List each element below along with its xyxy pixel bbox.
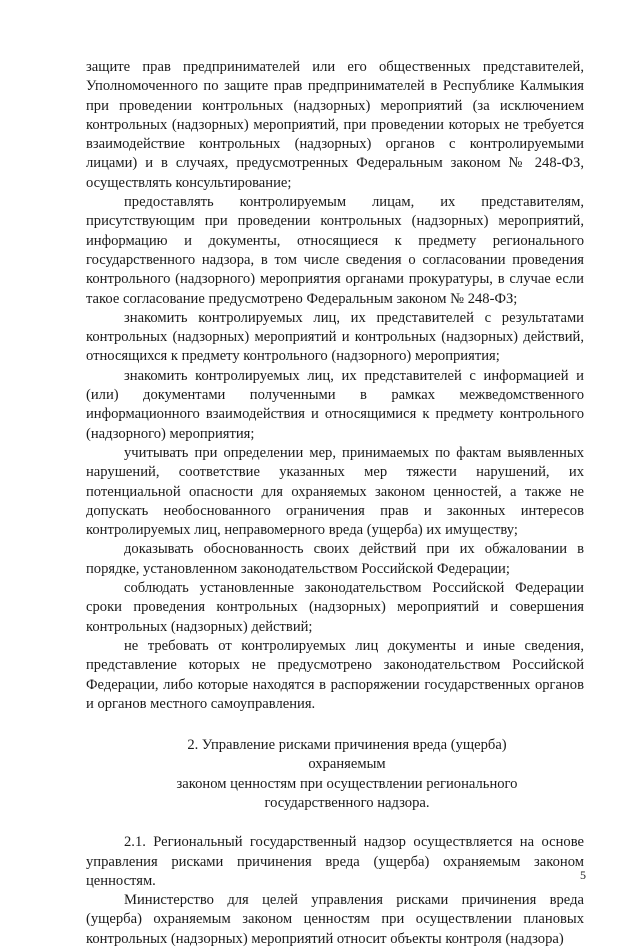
- paragraph-no-extra-documents: не требовать от контролируемых лиц документы и иные сведения, представление которых не предусмотрено законодательством Российской Федерации, либо которые находятся в распоряжении государственных органов и органов местного самоуправления.: [86, 637, 584, 712]
- section-heading-line1: 2. Управление рисками причинения вреда (ущерба) охраняемым: [187, 737, 507, 773]
- section-heading-line3: государственного надзора.: [264, 794, 430, 811]
- paragraph-ministry-risk: Министерство для целей управления рисками причинения вреда (ущерба) охраняемым законом ценностям при осуществлении плановых контрольных (надзорных) мероприятий относит объекты контроля (надзора): [86, 892, 584, 947]
- paragraph-consultation: защите прав предпринимателей или его общественных представителей, Уполномоченного по защите прав предпринимателей в Республике Калмыкия при проведении контрольных (надзорных) мероприятий (за исключением контрольных (надзорных) мероприятий, при проведении которых не требуется взаимодействие контрольных (надзорных) органов с контролируемыми лицами) и в случаях, предусмотренных Федеральным законом № 248-ФЗ, осуществлять консультирование;: [86, 59, 584, 191]
- page-number: 5: [580, 868, 586, 882]
- section-heading: [86, 736, 584, 813]
- section-heading-line2: законом ценностям при осуществлении регионального: [176, 775, 518, 792]
- paragraph-provide-info: предоставлять контролируемым лицам, их представителям, присутствующим при проведении контрольных (надзорных) мероприятий, информацию и документы, относящиеся к предмету регионального государственного надзора, в том числе сведения о согласовании проведения контрольного (надзорного) мероприятия органами прокуратуры, в случае если такое согласование предусмотрено Федеральным законом № 248-ФЗ;: [86, 194, 584, 307]
- section-body: [86, 833, 584, 949]
- paragraph-familiarize-results: знакомить контролируемых лиц, их представителей с результатами контрольных (надзорных) мероприятий и контрольных (надзорных) действий, относящихся к предмету контрольного (надзорного) мероприятия;: [86, 309, 584, 365]
- body-text: [86, 58, 584, 714]
- paragraph-observe-deadlines: соблюдать установленные законодательством Российской Федерации сроки проведения контрольных (надзорных) мероприятий и совершения контрольных (надзорных) действий;: [86, 580, 584, 635]
- paragraph-familiarize-info: знакомить контролируемых лиц, их представителей с информацией и (или) документами полученными в рамках межведомственного информационного взаимодействия и относящимися к предмету контрольного (надзорного) мероприятия;: [86, 367, 584, 442]
- paragraph-prove-validity: доказывать обоснованность своих действий при их обжаловании в порядке, установленном законодательством Российской Федерации;: [86, 541, 584, 577]
- paragraph-risk-management: 2.1. Региональный государственный надзор осуществляется на основе управления рисками причинения вреда (ущерба) охраняемым законом ценностям.: [86, 834, 584, 889]
- paragraph-consider-measures: учитывать при определении мер, принимаемых по фактам выявленных нарушений, соответствие указанных мер тяжести нарушений, их потенциальной опасности для охраняемых законом ценностей, а также не допускать необоснованного ограничения прав и законных интересов контролируемых лиц, неправомерного вреда (ущерба) их имуществу;: [86, 444, 584, 539]
